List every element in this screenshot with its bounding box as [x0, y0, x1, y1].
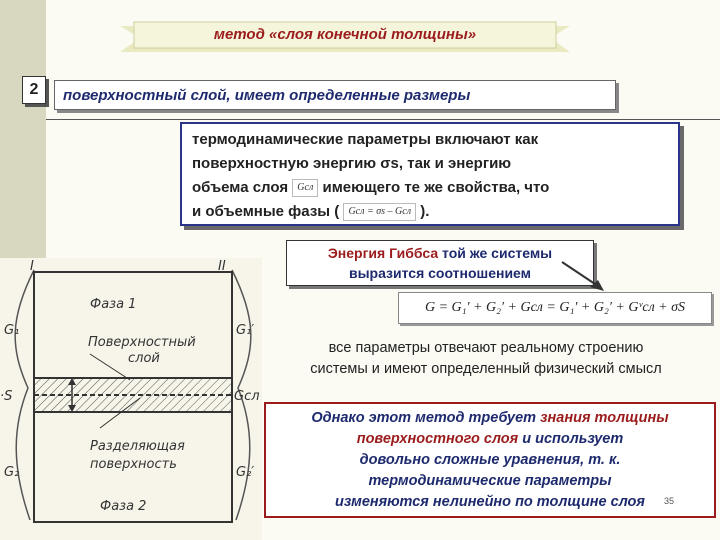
title-banner: [120, 18, 570, 58]
label-S: ·S: [0, 389, 13, 404]
gibbs-text-1: той же системы: [438, 245, 553, 261]
label-dividing-2: поверхность: [90, 457, 177, 472]
params-text: [266, 338, 706, 380]
params-line-1: все параметры отвечают реальному строению: [328, 340, 644, 356]
gibbs-equation: G = G₁′ + G₂′ + Gсл = G₁′ + G₂′ + Gᵛсл + σS: [398, 292, 712, 324]
thermo-line-4a: и объемные фазы (: [192, 203, 340, 220]
label-II: II: [218, 259, 226, 274]
slide-number-badge: 2: [22, 76, 46, 104]
however-line-4: термодинамические параметры: [368, 473, 612, 489]
label-I: I: [30, 259, 34, 274]
however-highlight-2: поверхностного слоя: [356, 431, 519, 447]
however-line-5: изменяются нелинейно по толщине слоя: [335, 494, 645, 510]
arrow-to-equation-icon: [560, 258, 610, 294]
page-number: 35: [664, 496, 675, 506]
however-line-1: [274, 408, 706, 429]
label-G1-prime: G₁′: [236, 323, 255, 338]
gibbs-note-box: [286, 240, 594, 286]
layer-energy-symbol: Gсл: [292, 179, 318, 197]
label-phase-1: Фаза 1: [90, 297, 137, 312]
label-phase-2: Фаза 2: [100, 499, 147, 514]
however-highlight-1: знания толщины: [540, 410, 669, 426]
label-surface-layer-1: Поверхностный: [88, 335, 196, 350]
thermo-line-3b: имеющего те же свойства, что: [322, 179, 550, 196]
thermo-line-2: поверхностную энергию σs, так и энергию: [192, 155, 512, 172]
gibbs-text-2: выразится соотношением: [348, 265, 532, 281]
however-part-2: и использует: [518, 431, 624, 447]
however-line-2: [274, 429, 706, 450]
label-G1: G₁: [4, 323, 20, 338]
slide-subtitle: поверхностный слой, имеет определенные размеры: [54, 80, 616, 110]
label-Gsl: Gсл: [234, 389, 260, 404]
label-G2-prime: G₂′: [236, 465, 255, 480]
params-line-2: системы и имеют определенный физический смысл: [310, 361, 662, 377]
phase-layer-diagram: [0, 258, 262, 540]
label-dividing-1: Разделяющая: [90, 439, 185, 454]
thermo-line-3: [192, 176, 668, 200]
thermo-line-4b: ).: [420, 203, 430, 220]
label-G2: G₂: [4, 465, 20, 480]
however-box: [264, 402, 716, 518]
thermo-line-3a: объема слоя: [192, 179, 289, 196]
thermo-line-4: [192, 200, 668, 224]
label-surface-layer-2: слой: [128, 351, 160, 366]
thermo-params-box: [180, 122, 680, 226]
however-line-3: довольно сложные уравнения, т. к.: [359, 452, 621, 468]
layer-energy-formula: Gсл = σs – Gсл: [343, 203, 416, 221]
however-part-1: Однако этот метод требует: [311, 410, 541, 426]
slide-title: метод «слоя конечной толщины»: [213, 26, 477, 43]
gibbs-highlight: Энергия Гиббса: [327, 245, 439, 261]
thermo-line-1: термодинамические параметры включают как: [192, 131, 539, 148]
divider-line: [46, 119, 720, 120]
